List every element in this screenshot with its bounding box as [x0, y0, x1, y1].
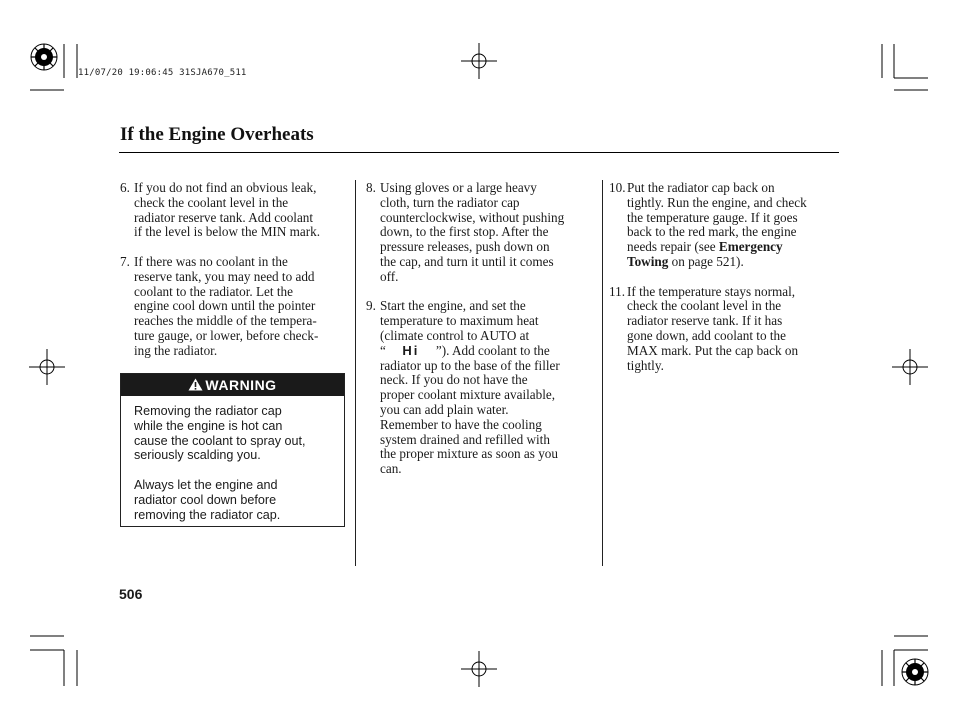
step-6	[120, 181, 350, 240]
step-number: 7.	[120, 253, 130, 269]
text-line: the cap, and turn it until it comes	[380, 253, 554, 269]
step-8	[366, 181, 598, 285]
registration-target-icon	[892, 349, 928, 385]
cross-reference-link[interactable]: Emergency	[718, 239, 783, 255]
step-7	[120, 255, 350, 359]
text-line: down, to the first stop. After the	[380, 224, 549, 240]
step-number: 6.	[120, 180, 130, 195]
text-line: needs repair (see Emergency	[627, 239, 783, 255]
text-line: Put the radiator cap back on	[627, 180, 775, 195]
registration-target-icon	[461, 651, 497, 687]
text-line: tightly.	[627, 357, 664, 373]
text-line: pressure releases, push down on	[380, 239, 550, 255]
warning-triangle-icon	[188, 378, 203, 391]
text-line: if the level is below the MIN mark.	[134, 224, 321, 240]
text-line: check the coolant level in the	[134, 194, 289, 210]
step-number: 10.	[609, 180, 626, 195]
text-line: tightly. Run the engine, and check	[627, 194, 807, 210]
page-title: If the Engine Overheats	[120, 124, 314, 145]
column-divider	[355, 180, 356, 566]
text-line: cause the coolant to spray out,	[134, 433, 306, 448]
title-divider	[119, 152, 839, 153]
text-line: Start the engine, and set the	[380, 298, 526, 314]
text-line: (climate control to AUTO at	[380, 327, 530, 343]
text-line: ture gauge, or lower, before check-	[134, 327, 319, 343]
cross-reference-link[interactable]: Towing	[627, 253, 669, 269]
warning-box	[120, 373, 345, 527]
text-line: If you do not find an obvious leak,	[134, 180, 317, 195]
warning-paragraph	[134, 404, 334, 463]
registration-target-icon	[29, 349, 65, 385]
text-line: Always let the engine and	[134, 477, 278, 492]
warning-paragraph	[134, 478, 334, 522]
step-number: 11.	[609, 283, 625, 299]
starburst-mark-icon	[900, 657, 930, 687]
text-line: while the engine is hot can	[134, 418, 283, 433]
text-line: you can add plain water.	[380, 401, 509, 417]
text-line: back to the red mark, the engine	[627, 224, 797, 240]
text-line: temperature to maximum heat	[380, 313, 539, 329]
text-line: seriously scalding you.	[134, 448, 261, 463]
step-number: 9.	[366, 298, 376, 314]
text-line: system drained and refilled with	[380, 431, 550, 447]
column-divider	[602, 180, 603, 566]
column-1	[120, 181, 350, 373]
text-line: radiator reserve tank. If it has	[627, 313, 783, 329]
text-line: Towing on page 521).	[627, 253, 744, 269]
text-line: engine cool down until the pointer	[134, 298, 316, 314]
page-number: 506	[119, 586, 143, 602]
text-line: can.	[380, 461, 402, 477]
text-line: reaches the middle of the tempera-	[134, 313, 317, 329]
step-10	[609, 181, 841, 270]
warning-label: WARNING	[205, 377, 277, 393]
hi-symbol: Hi	[402, 342, 420, 358]
text-line: the temperature gauge. If it goes	[627, 209, 798, 225]
text-line: ing the radiator.	[134, 342, 218, 358]
text-line: Removing the radiator cap	[134, 404, 282, 418]
text-line: cloth, turn the radiator cap	[380, 194, 520, 210]
text-line: check the coolant level in the	[627, 298, 782, 314]
warning-header	[121, 374, 344, 396]
print-slug: 11/07/20 19:06:45 31SJA670_511	[78, 68, 247, 78]
text-line: radiator reserve tank. Add coolant	[134, 209, 314, 225]
text-line: If there was no coolant in the	[134, 253, 288, 269]
column-2	[366, 181, 598, 492]
registration-target-icon	[461, 43, 497, 79]
text-line: radiator up to the base of the filler	[380, 357, 560, 373]
starburst-mark-icon	[29, 42, 59, 72]
text-line: radiator cool down before	[134, 492, 277, 507]
text-line: proper coolant mixture available,	[380, 387, 556, 403]
step-11	[609, 285, 841, 374]
text-line: gone down, add coolant to the	[627, 327, 786, 343]
text-line: MAX mark. Put the cap back on	[627, 342, 799, 358]
text-line: neck. If you do not have the	[380, 372, 528, 388]
text-line: “ Hi ”). Add coolant to the	[380, 342, 550, 358]
text-line: the proper mixture as soon as you	[380, 446, 558, 462]
text-line: If the temperature stays normal,	[627, 283, 796, 299]
column-3	[609, 181, 841, 388]
text-line: Using gloves or a large heavy	[380, 180, 537, 195]
text-line: reserve tank, you may need to add	[134, 268, 315, 284]
text-line: coolant to the radiator. Let the	[134, 283, 293, 299]
text-line: off.	[380, 268, 399, 284]
text-line: removing the radiator cap.	[134, 507, 281, 522]
text-line: counterclockwise, without pushing	[380, 209, 565, 225]
warning-text	[134, 404, 334, 537]
step-9	[366, 299, 598, 477]
text-line: Remember to have the cooling	[380, 416, 542, 432]
step-number: 8.	[366, 180, 376, 195]
